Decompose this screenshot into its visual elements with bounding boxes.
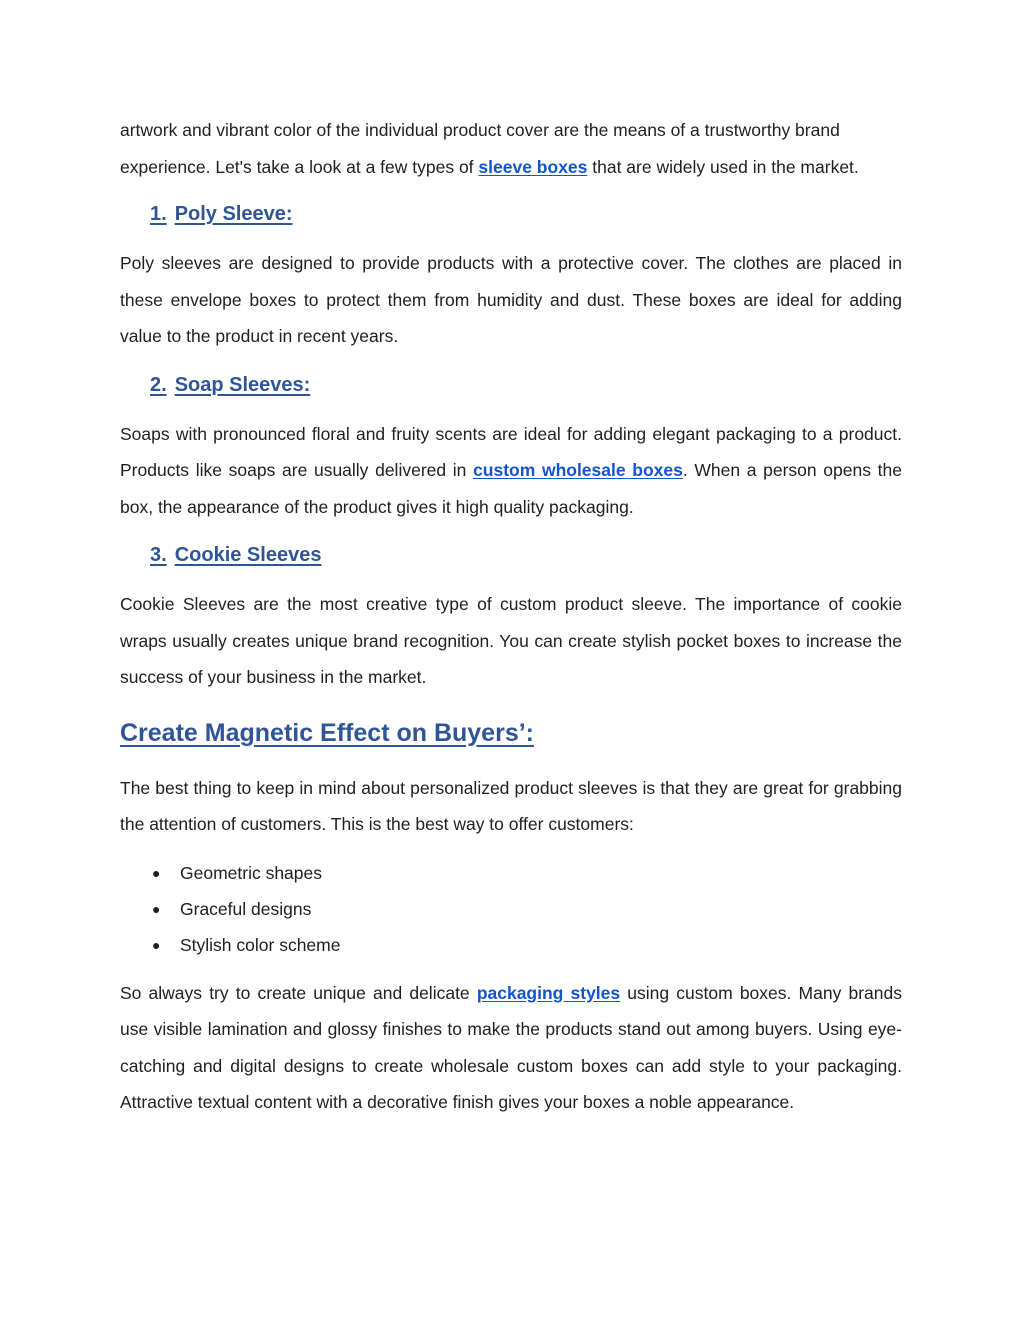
intro-paragraph xyxy=(120,112,902,185)
closing-paragraph xyxy=(120,975,902,1121)
list-item-label: Geometric shapes xyxy=(180,862,323,883)
poly-sleeve-title: Poly Sleeve: xyxy=(174,203,293,225)
intro-text-before: artwork and vibrant color of the individual product cover are the means of a trustworthy brand experience. Let's take a look at a few types of xyxy=(120,120,840,177)
list-item-label: Graceful designs xyxy=(180,898,312,919)
list-item-label: Stylish color scheme xyxy=(180,934,341,955)
soap-text-after: . When a person opens the box, the appearance of the product gives it high quality packaging. xyxy=(120,460,902,517)
closing-text-after: using custom boxes. Many brands use visible lamination and glossy finishes to make the products stand out among buyers. Using eye-catching and digital designs to create wholesale custom boxes can add style to your packaging. Attractive textual content with a decorative finish gives your boxes a noble appearance. xyxy=(120,982,902,1112)
custom-wholesale-boxes-link[interactable]: custom wholesale boxes xyxy=(473,460,683,480)
document-page xyxy=(120,112,902,1121)
soap-sleeves-heading xyxy=(120,373,902,397)
cookie-sleeves-heading xyxy=(120,543,902,567)
poly-sleeve-heading xyxy=(120,202,902,226)
cookie-sleeves-paragraph: Cookie Sleeves are the most creative type of custom product sleeve. The importance of cookie wraps usually creates unique brand recognition. You can create stylish pocket boxes to increase the success of your business in the market. xyxy=(120,594,902,687)
intro-text-after: that are widely used in the market. xyxy=(587,156,859,177)
offer-list xyxy=(120,855,902,963)
poly-sleeve-number: 1. xyxy=(150,203,167,225)
bullet-icon: ● xyxy=(152,900,161,917)
cookie-sleeves-title: Cookie Sleeves xyxy=(174,544,322,566)
list-item xyxy=(150,927,902,963)
soap-sleeves-paragraph xyxy=(120,416,902,526)
list-item xyxy=(150,891,902,927)
list-item xyxy=(150,855,902,891)
soap-sleeves-title: Soap Sleeves: xyxy=(174,373,311,396)
bullet-icon: ● xyxy=(152,936,161,953)
poly-sleeve-paragraph: Poly sleeves are designed to provide products with a protective cover. The clothes are placed in these envelope boxes to protect them from humidity and dust. These boxes are ideal for adding value to the product in recent years. xyxy=(120,253,902,346)
packaging-styles-link[interactable]: packaging styles xyxy=(476,982,621,1003)
cookie-sleeves-number: 3. xyxy=(150,544,167,566)
closing-text-before: So always try to create unique and delicate xyxy=(120,982,477,1003)
sleeve-boxes-link[interactable]: sleeve boxes xyxy=(478,156,588,177)
soap-text-before: Soaps with pronounced floral and fruity scents are ideal for adding elegant packaging to a product. Products like soaps are usually delivered in xyxy=(120,423,902,480)
magnetic-effect-heading: Create Magnetic Effect on Buyers’: xyxy=(120,718,534,747)
soap-sleeves-number: 2. xyxy=(150,373,167,396)
bullet-icon: ● xyxy=(152,864,161,881)
magnetic-intro-paragraph: The best thing to keep in mind about personalized product sleeves is that they are great for grabbing the attention of customers. This is the best way to offer customers: xyxy=(120,777,902,834)
